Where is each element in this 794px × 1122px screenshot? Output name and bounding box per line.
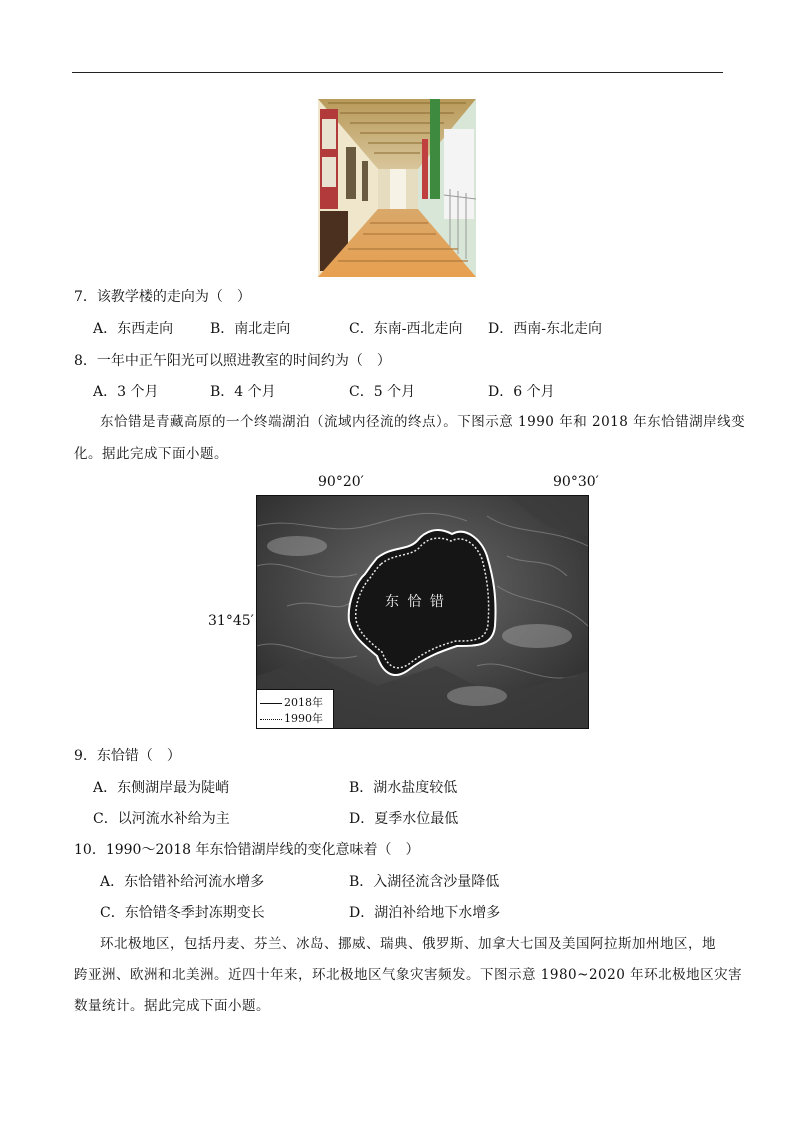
map-longitude-left: 90°20′ [318,474,364,490]
q7-option-c[interactable]: C．东南-西北走向 [349,321,463,337]
q10-option-c[interactable]: C．东恰错冬季封冻期变长 [100,905,265,921]
lake-map [256,495,589,729]
legend-1990 [260,710,323,726]
question-7-stem: 7．该教学楼的走向为（ ） [74,289,251,305]
q9-option-d[interactable]: D．夏季水位最低 [349,811,459,827]
legend-dotted-line [260,719,282,720]
header-rule [72,72,723,73]
corridor-illustration [318,99,476,277]
q10-option-a[interactable]: A．东恰错补给河流水增多 [100,874,265,890]
lake-name-label: 东 恰 错 [385,594,446,610]
map-longitude-right: 90°30′ [553,474,599,490]
passage-2-line-3: 数量统计。据此完成下面小题。 [74,998,270,1014]
q9-option-a[interactable]: A．东侧湖岸最为陡峭 [93,780,230,796]
question-8-stem: 8．一年中正午阳光可以照进教室的时间约为（ ） [74,353,391,369]
question-10-stem: 10．1990～2018 年东恰错湖岸线的变化意味着（ ） [74,842,420,858]
passage-2-line-2: 跨亚洲、欧洲和北美洲。近四十年来，环北极地区气象灾害频发。下图示意 1980~2020 年环北极地区灾害 [74,967,743,983]
legend-1990-label: 1990年 [284,712,323,725]
corridor-photo [318,99,476,277]
question-9-stem: 9．东恰错（ ） [74,748,181,764]
q9-option-c[interactable]: C．以河流水补给为主 [93,811,230,827]
q7-option-a[interactable]: A．东西走向 [93,321,174,337]
q10-option-b[interactable]: B．入湖径流含沙量降低 [349,874,500,890]
q9-option-b[interactable]: B．湖水盐度较低 [349,780,458,796]
q7-option-d[interactable]: D．西南-东北走向 [488,321,602,337]
passage-1-line-2: 化。据此完成下面小题。 [74,446,228,462]
legend-2018-label: 2018年 [284,696,323,709]
legend-2018 [260,694,323,710]
passage-1-line-1: 东恰错是青藏高原的一个终端湖泊（流域内径流的终点）。下图示意 1990 年和 2018 年东恰错湖岸线变 [100,414,746,430]
map-latitude: 31°45′ [208,613,254,629]
legend-solid-line [260,703,282,704]
q8-option-c[interactable]: C．5 个月 [349,384,416,400]
q8-option-a[interactable]: A．3 个月 [93,384,159,400]
q10-option-d[interactable]: D．湖泊补给地下水增多 [349,905,501,921]
q7-option-b[interactable]: B．南北走向 [210,321,291,337]
q8-option-d[interactable]: D．6 个月 [488,384,555,400]
q8-option-b[interactable]: B．4 个月 [210,384,276,400]
passage-2-line-1: 环北极地区，包括丹麦、芬兰、冰岛、挪威、瑞典、俄罗斯、加拿大七国及美国阿拉斯加州地区，地 [100,936,716,952]
map-legend [257,689,334,728]
